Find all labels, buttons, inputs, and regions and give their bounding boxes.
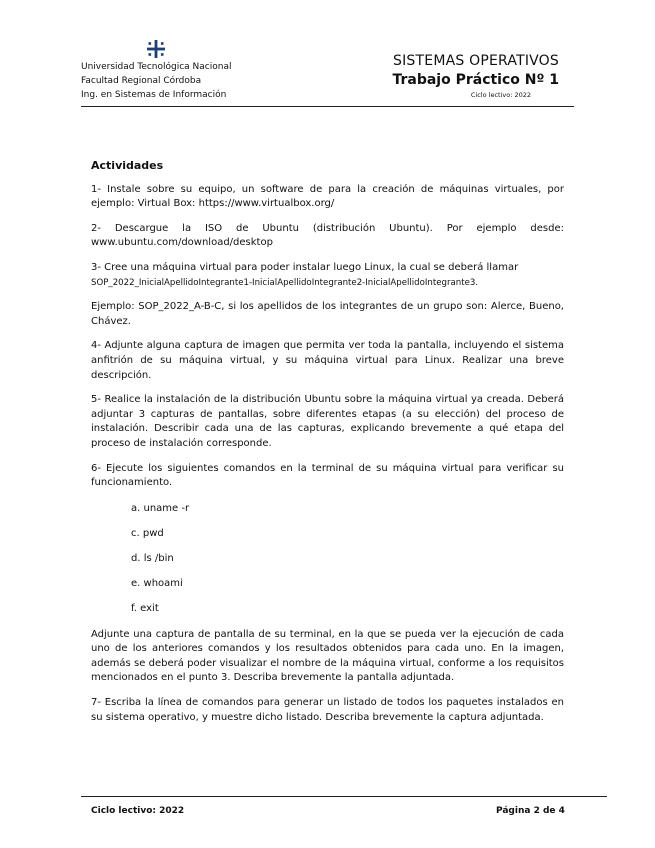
activity-6: 6- Ejecute los siguientes comandos en la terminal de su máquina virtual para verificar su funcionamiento. [91,462,564,489]
list-item: e. whoami [131,578,183,590]
list-item: c. pwd [131,527,164,539]
activity-3-text: 3- Cree una máquina virtual para poder instalar luego Linux, la cual se deberá llamar [91,261,519,273]
activity-2: 2- Descargue la ISO de Ubuntu (distribución Ubuntu). Por ejemplo desde: www.ubuntu.com/download/desktop [91,222,564,249]
faculty-name: Facultad Regional Córdoba [81,76,202,86]
institution-block [81,60,231,102]
page-number: Página 2 de 4 [496,806,565,816]
utn-logo-icon [147,40,165,58]
list-item: a. uname -r [131,502,190,514]
header-divider [81,106,574,107]
subject-title: SISTEMAS OPERATIVOS [393,53,559,69]
course-header [299,52,559,100]
document-body [91,159,564,735]
activity-4: 4- Adjunte alguna captura de imagen que permita ver toda la pantalla, incluyendo el sistema anfitrión de su máquina virtual, y su máquina virtual para Linux. Realizar una breve descripción. [91,340,564,381]
list-item: d. ls /bin [131,553,174,565]
example-paragraph: Ejemplo: SOP_2022_A-B-C, si los apellidos de los integrantes de un grupo son: Alerce, Bueno, Chávez. [91,301,564,327]
career-name: Ing. en Sistemas de Información [81,90,227,100]
assignment-title: Trabajo Práctico Nº 1 [392,72,559,88]
footer-cycle: Ciclo lectivo: 2022 [91,806,185,816]
activity-6-screenshot: Adjunte una captura de pantalla de su terminal, en la que se pueda ver la ejecución de cada uno de los anteriores comandos y los resultados obtenidos para cada uno. En la imagen, además se deberá poder visualizar el nombre de la máquina virtual, conforme a los requisitos mencionados en el punto 3. Describa brevemente la pantalla adjuntada. [91,628,564,684]
activity-1: 1- Instale sobre su equipo, un software de para la creación de máquinas virtuales, por ejemplo: Virtual Box: https://www.virtualbox.org/ [91,183,564,210]
section-heading: Actividades [91,159,164,172]
activity-5: 5- Realice la instalación de la distribución Ubuntu sobre la máquina virtual ya creada. Deberá adjuntar 3 capturas de pantallas, sobre diferentes etapas (a su elección) del proceso de instalación. Describir cada una de las capturas, explicando brevemente a qué etapa del proceso de instalación corresponde. [91,394,564,449]
footer-divider [81,796,607,797]
vm-name-pattern: SOP_2022_InicialApellidoIntegrante1-InicialApellidoIntegrante2-InicialApellidoIntegrante3. [91,277,479,288]
command-list [131,502,564,617]
activity-7: 7- Escriba la línea de comandos para generar un listado de todos los paquetes instalados en su sistema operativo, y muestre dicho listado. Describa brevemente la captura adjuntada. [91,697,564,723]
university-name: Universidad Tecnológica Nacional [81,62,232,72]
header-cycle: Ciclo lectivo: 2022 [470,91,531,99]
activity-3 [91,261,564,290]
list-item: f. exit [131,603,159,615]
